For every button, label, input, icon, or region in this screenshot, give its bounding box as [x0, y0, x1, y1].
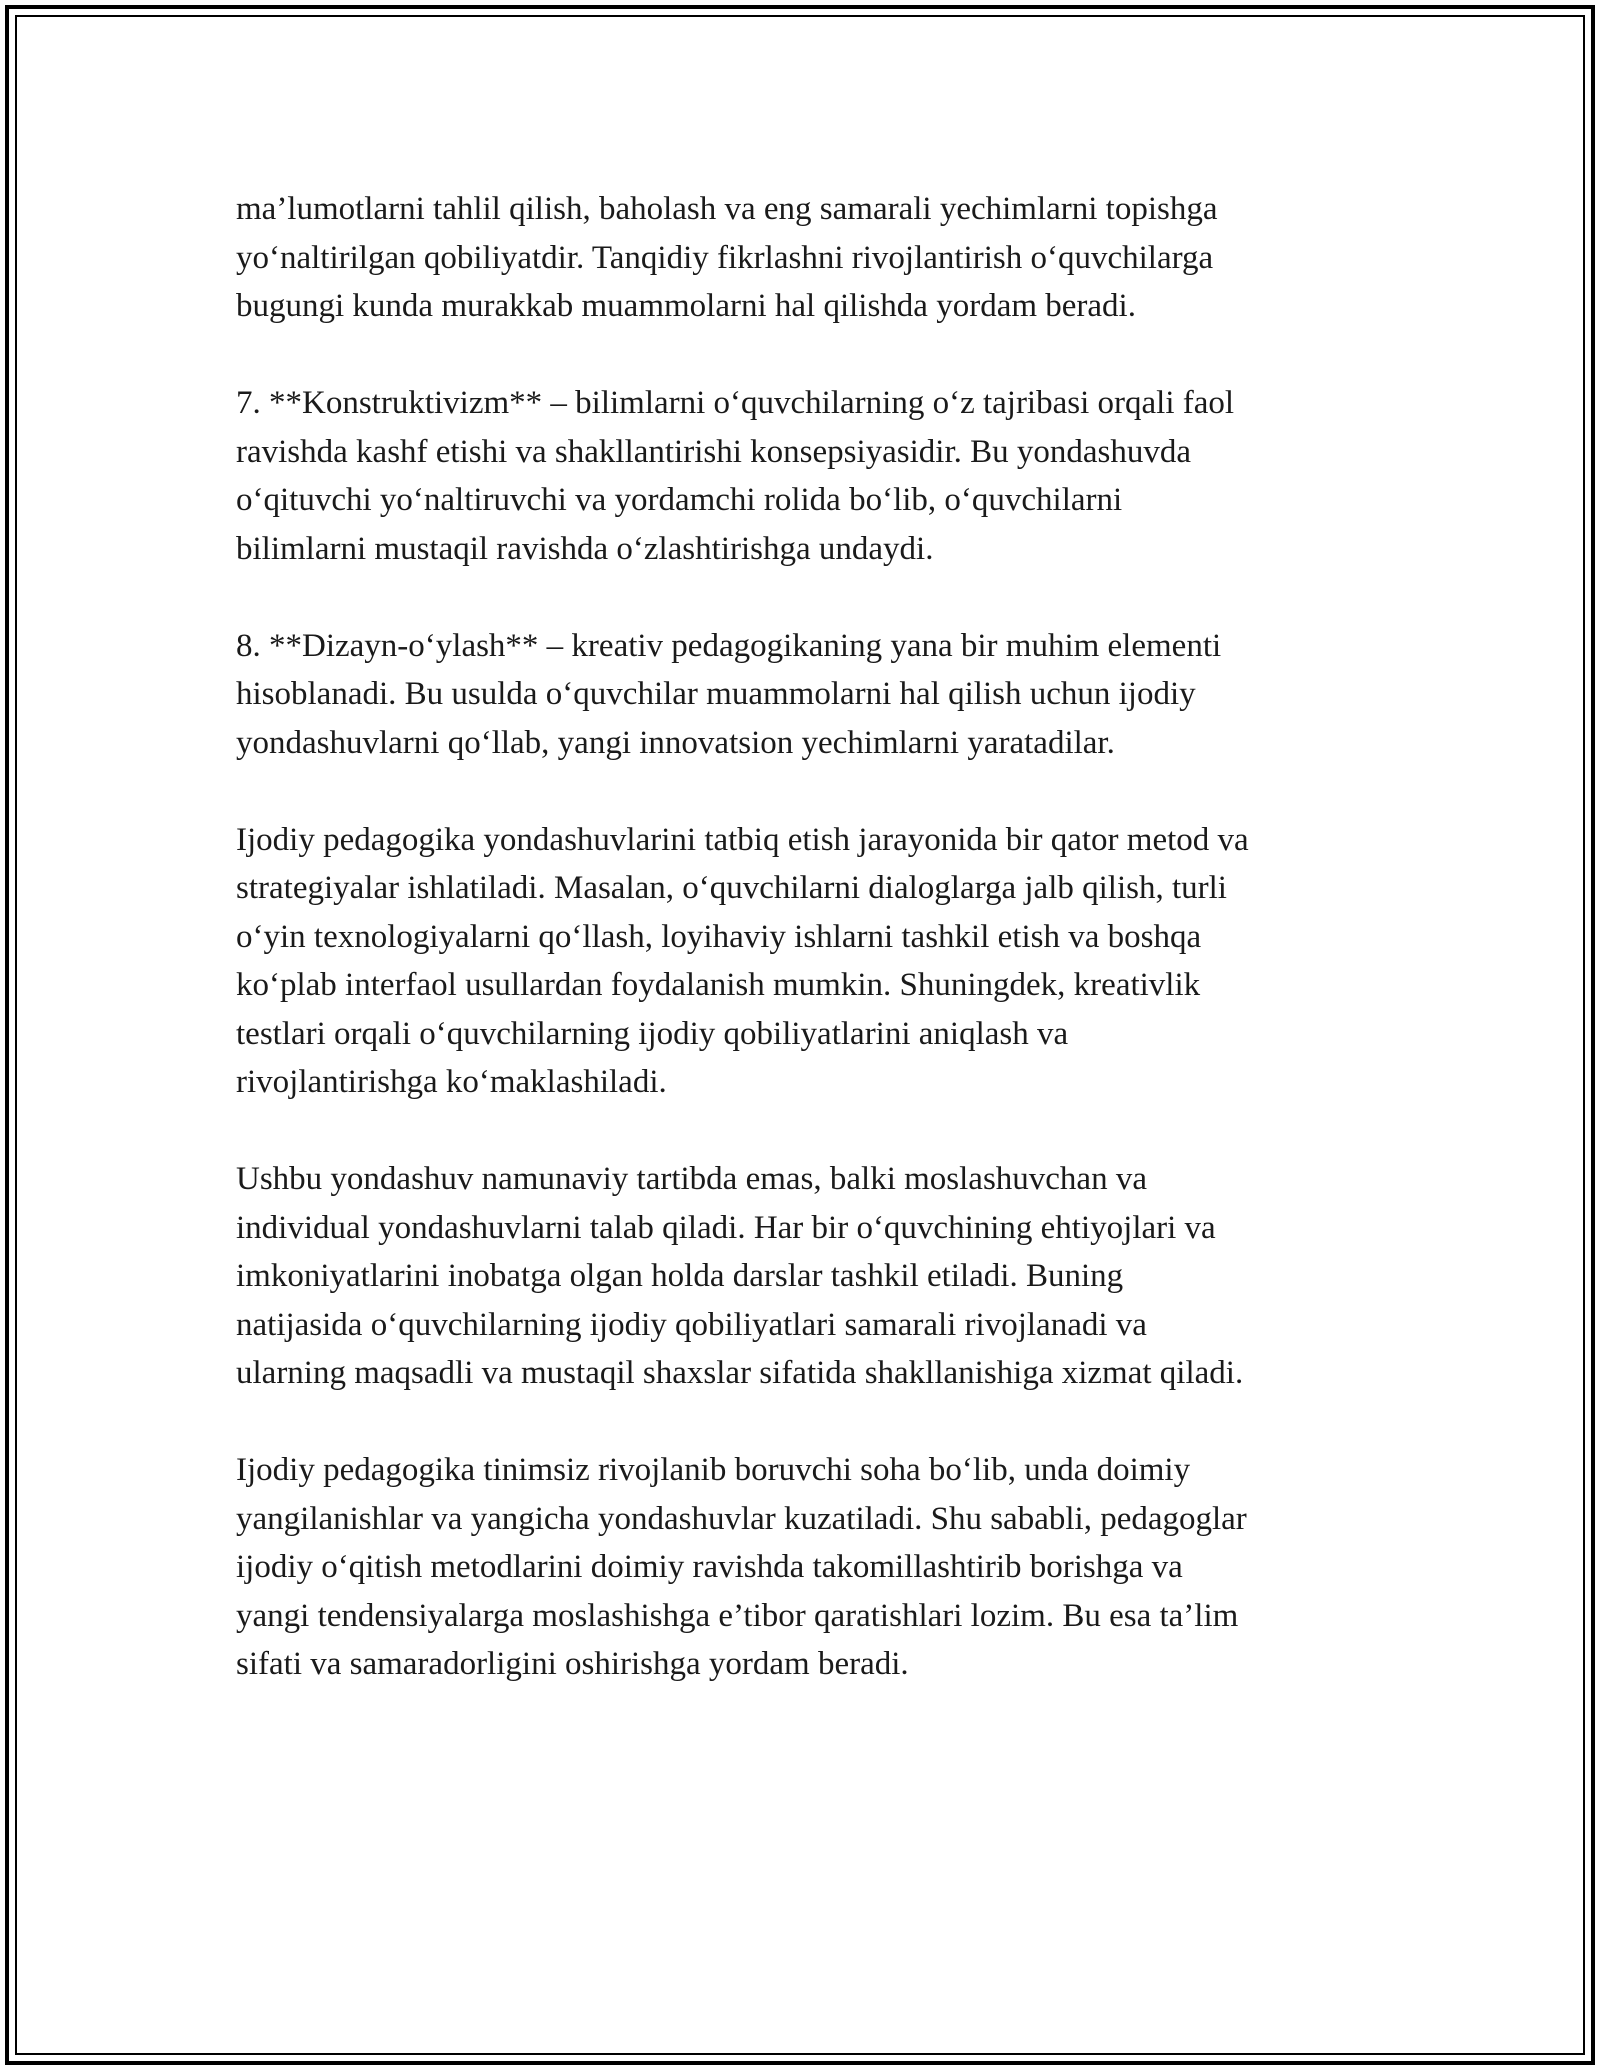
paragraph-design-thinking: 8. **Dizayn-o‘ylash** – kreativ pedagogikaning yana bir muhim elementi hisoblanadi. Bu usulda o‘quvchilar muammolarni hal qilish uchun ijodiy yondashuvlarni qo‘llab, yangi innovatsion yechimlarni yaratadilar. [236, 627, 1222, 761]
paragraph-individual-approach: Ushbu yondashuv namunaviy tartibda emas, balki moslashuvchan va individual yondashuvlarni talab qiladi. Har bir o‘quvchining ehtiyojlari va imkoniyatlarini inobatga olgan holda darslar tashkil etiladi. Buning natijasida o‘quvchilarning ijodiy qobiliyatlari samarali rivojlanadi va ularning maqsadli va mustaqil shaxslar sifatida shakllanishiga xizmat qiladi. [236, 1161, 1244, 1391]
paragraph-methods: Ijodiy pedagogika yondashuvlarini tatbiq etish jarayonida bir qator metod va strategiyalar ishlatiladi. Masalan, o‘quvchilarni dialoglarga jalb qilish, turli o‘yin texnologiyalarni qo‘llash, loyihaviy ishlarni tashkil etish va boshqa ko‘plab interfaol usullardan foydalanish mumkin. Shuningdek, kreativlik testlari orqali o‘quvchilarning ijodiy qobiliyatlarini aniqlash va rivojlantirishga ko‘maklashiladi. [236, 821, 1249, 1100]
paragraph-critical-thinking: ma’lumotlarni tahlil qilish, baholash va eng samarali yechimlarni topishga yo‘naltirilgan qobiliyatdir. Tanqidiy fikrlashni rivojlantirish o‘quvchilarga bugungi kunda murakkab muammolarni hal qilishda yordam beradi. [236, 191, 1218, 324]
document-body [236, 185, 1386, 1737]
paragraph-conclusion: Ijodiy pedagogika tinimsiz rivojlanib boruvchi soha bo‘lib, unda doimiy yangilanishlar va yangicha yondashuvlar kuzatiladi. Shu sababli, pedagoglar ijodiy o‘qitish metodlarini doimiy ravishda takomillashtirib borishga va yangi tendensiyalarga moslashishga e’tibor qaratishlari lozim. Bu esa ta’lim sifati va samaradorligini oshirishga yordam beradi. [236, 1452, 1247, 1682]
paragraph-constructivism: 7. **Konstruktivizm** – bilimlarni o‘quvchilarning o‘z tajribasi orqali faol ravishda kashf etishi va shakllantirishi konsepsiyasidir. Bu yondashuvda o‘qituvchi yo‘naltiruvchi va yordamchi rolida bo‘lib, o‘quvchilarni bilimlarni mustaqil ravishda o‘zlashtirishga undaydi. [236, 385, 1235, 567]
